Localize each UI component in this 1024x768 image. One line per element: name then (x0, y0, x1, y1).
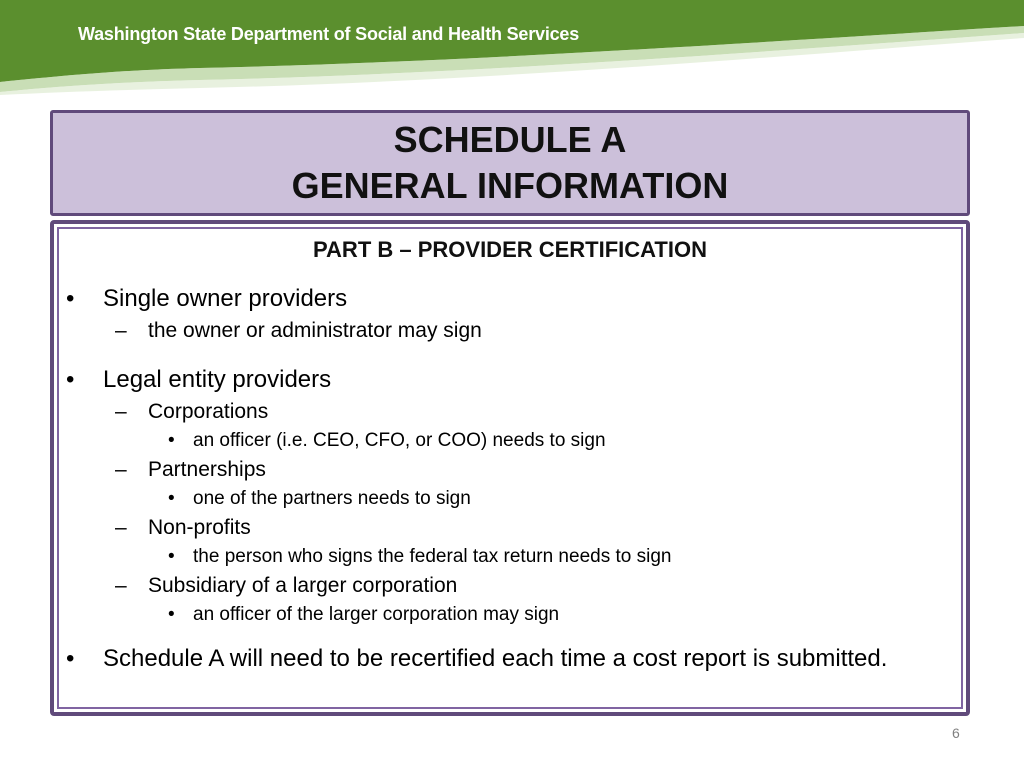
organization-name: Washington State Department of Social and Health Services (78, 24, 580, 44)
bullet-marker: • (66, 285, 75, 312)
detail-corporations: an officer (i.e. CEO, CFO, or COO) needs to sign (193, 430, 606, 451)
detail-subsidiary: an officer of the larger corporation may sign (193, 604, 560, 625)
sub-bullet-marker: • (168, 430, 175, 451)
subitem-corporations: Corporations (148, 400, 269, 423)
part-heading: PART B – PROVIDER CERTIFICATION (313, 237, 707, 262)
detail-non-profits: the person who signs the federal tax return needs to sign (193, 546, 672, 567)
dash-marker: – (115, 400, 127, 423)
slide-title-line1: SCHEDULE A (393, 119, 627, 160)
sub-bullet-marker: • (168, 546, 175, 567)
bullet-single-owner: Single owner providers (103, 285, 348, 312)
header-banner (0, 0, 1024, 95)
subitem-non-profits: Non-profits (148, 516, 251, 539)
bullet-marker: • (66, 645, 75, 672)
banner-swoosh-graphic (0, 0, 1024, 95)
dash-marker: – (115, 319, 127, 342)
dash-marker: – (115, 574, 127, 597)
page-number: 6 (952, 725, 960, 741)
detail-partnerships: one of the partners needs to sign (193, 488, 471, 509)
subitem-subsidiary: Subsidiary of a larger corporation (148, 574, 458, 597)
bullet-marker: • (66, 366, 75, 393)
bullet-recertify: Schedule A will need to be recertified each time a cost report is submitted. (103, 645, 888, 672)
dash-marker: – (115, 458, 127, 481)
slide-title-line2: GENERAL INFORMATION (291, 165, 729, 206)
sub-bullet-marker: • (168, 604, 175, 625)
sub-bullet-marker: • (168, 488, 175, 509)
subitem-owner-admin: the owner or administrator may sign (148, 319, 482, 342)
bullet-legal-entity: Legal entity providers (103, 366, 332, 393)
subitem-partnerships: Partnerships (148, 458, 266, 481)
dash-marker: – (115, 516, 127, 539)
slide-title-box (50, 110, 970, 216)
